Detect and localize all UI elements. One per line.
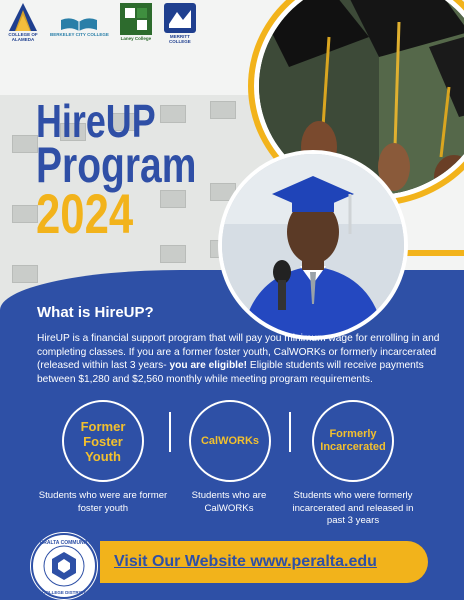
category-circle-calworks xyxy=(189,400,271,482)
laney-emblem-icon xyxy=(119,2,153,36)
alameda-logo-line2: ALAMEDA xyxy=(11,37,35,42)
description-text-start: HireUP is a financial support program that will pay you minimum wage for enrolling in and completing classes. If you are a former foster youth, CalWORKs or formerly incarcerated (released within last 3 years- xyxy=(37,333,440,372)
alameda-logo-line1: COLLEGE OF xyxy=(8,32,38,37)
svg-text:COLLEGE DISTRICT: COLLEGE DISTRICT xyxy=(42,590,86,595)
category-circle-foster-youth xyxy=(62,400,144,482)
college-of-alameda-logo xyxy=(6,2,40,42)
category-label-foster-youth: Former Foster Youth xyxy=(80,418,126,464)
merritt-emblem-icon xyxy=(163,2,197,34)
category-caption-calworks: Students who are CalWORKs xyxy=(191,490,267,514)
website-banner xyxy=(100,541,428,583)
program-title xyxy=(36,95,197,246)
category-circle-incarcerated xyxy=(312,400,394,482)
merritt-college-logo xyxy=(163,2,197,44)
description-text-end: Eligible students will receive payments between $1,280 and $2,560 monthly while meeting program requirements. xyxy=(37,360,424,385)
berkeley-city-college-logo xyxy=(50,16,109,37)
college-logos xyxy=(6,2,197,50)
category-label-calworks: CalWORKs xyxy=(200,435,260,447)
category-divider-2 xyxy=(289,412,291,452)
category-divider-1 xyxy=(169,412,171,452)
website-link[interactable]: Visit Our Website www.peralta.edu xyxy=(114,553,377,570)
merritt-logo-line1: MERRITT xyxy=(169,34,190,39)
description-eligible-emphasis: you are eligible! xyxy=(169,360,248,372)
section-heading: What is HireUP? xyxy=(37,304,154,321)
title-line-program: Program xyxy=(36,137,197,194)
berkeley-logo-text: BERKELEY CITY COLLEGE xyxy=(50,32,109,37)
title-line-year: 2024 xyxy=(36,182,134,246)
laney-logo-text: Laney College xyxy=(120,36,152,41)
svg-text:PERALTA COMMUNITY: PERALTA COMMUNITY xyxy=(36,540,92,546)
laney-college-logo xyxy=(119,2,153,41)
merritt-logo-line2: COLLEGE xyxy=(168,39,191,44)
graduate-photo xyxy=(218,150,408,340)
peralta-district-seal xyxy=(28,530,100,600)
title-line-hireup: HireUP xyxy=(36,95,156,147)
category-label-incarcerated: Formerly Incarcerated xyxy=(320,428,386,453)
program-description xyxy=(37,332,449,386)
category-caption-foster-youth: Students who were are former foster youth xyxy=(38,490,168,514)
berkeley-book-icon xyxy=(59,16,99,32)
category-caption-incarcerated: Students who were formerly incarcerated and released in past 3 years xyxy=(292,490,414,526)
alameda-a-icon xyxy=(6,2,40,32)
